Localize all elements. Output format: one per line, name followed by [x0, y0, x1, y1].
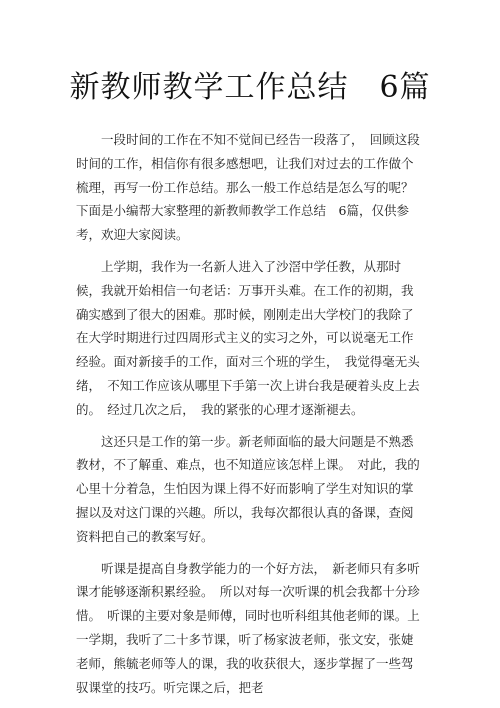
paragraph-first-step: 这还只是工作的第一步。新老师面临的最大问题是不熟悉教材，不了解重、难点，也不知道应该怎样上课。 对此，我的心里十分着急，生怕因为课上得不好而影响了学生对知识的掌握以及对这门课的兴趣。所以，我每次都很认真的备课，查阅资料把自己的教案写好。 — [76, 433, 420, 544]
paragraph-first-semester: 上学期，我作为一名新人进入了沙滘中学任教，从那时候，我就开始相信一句老话：万事开头难。在工作的初期，我确实感到了很大的困难。那时候，刚刚走出大学校门的我除了在大学时期进行过四周形式主义的实习之外，可以说毫无工作经验。面对新接手的工作，面对三个班的学生， 我觉得毫无头绪， 不知工作应该从哪里下手第一次上讲台我是硬着头皮上去的。 经过几次之后， 我的紧张的心理才逐渐褪去。 — [76, 258, 420, 417]
paragraph-intro: 一段时间的工作在不知不觉间已经告一段落了， 回顾这段时间的工作，相信你有很多感想吧，让我们对过去的工作做个梳理，再写一份工作总结。那么一般工作总结是怎么写的呢？下面是小编帮大家整理的新教师教学工作总结 6篇，仅供参考，欢迎大家阅读。 — [76, 132, 420, 243]
document-title: 新教师教学工作总结 6篇 — [69, 70, 431, 105]
document-body — [76, 128, 421, 699]
paragraph-lesson-observation: 听课是提高自身教学能力的一个好方法， 新老师只有多听课才能够逐渐积累经验。 所以对每一次听课的机会我都十分珍惜。 听课的主要对象是师傅，同时也听科组其他老师的课。上一学期，我听了二十多节课，听了杨家波老师，张文安，张婕老师，熊毓老师等人的课，我的收获很大，逐步掌握了一些驾驭课堂的技巧。听完课之后，把老 — [76, 560, 420, 695]
